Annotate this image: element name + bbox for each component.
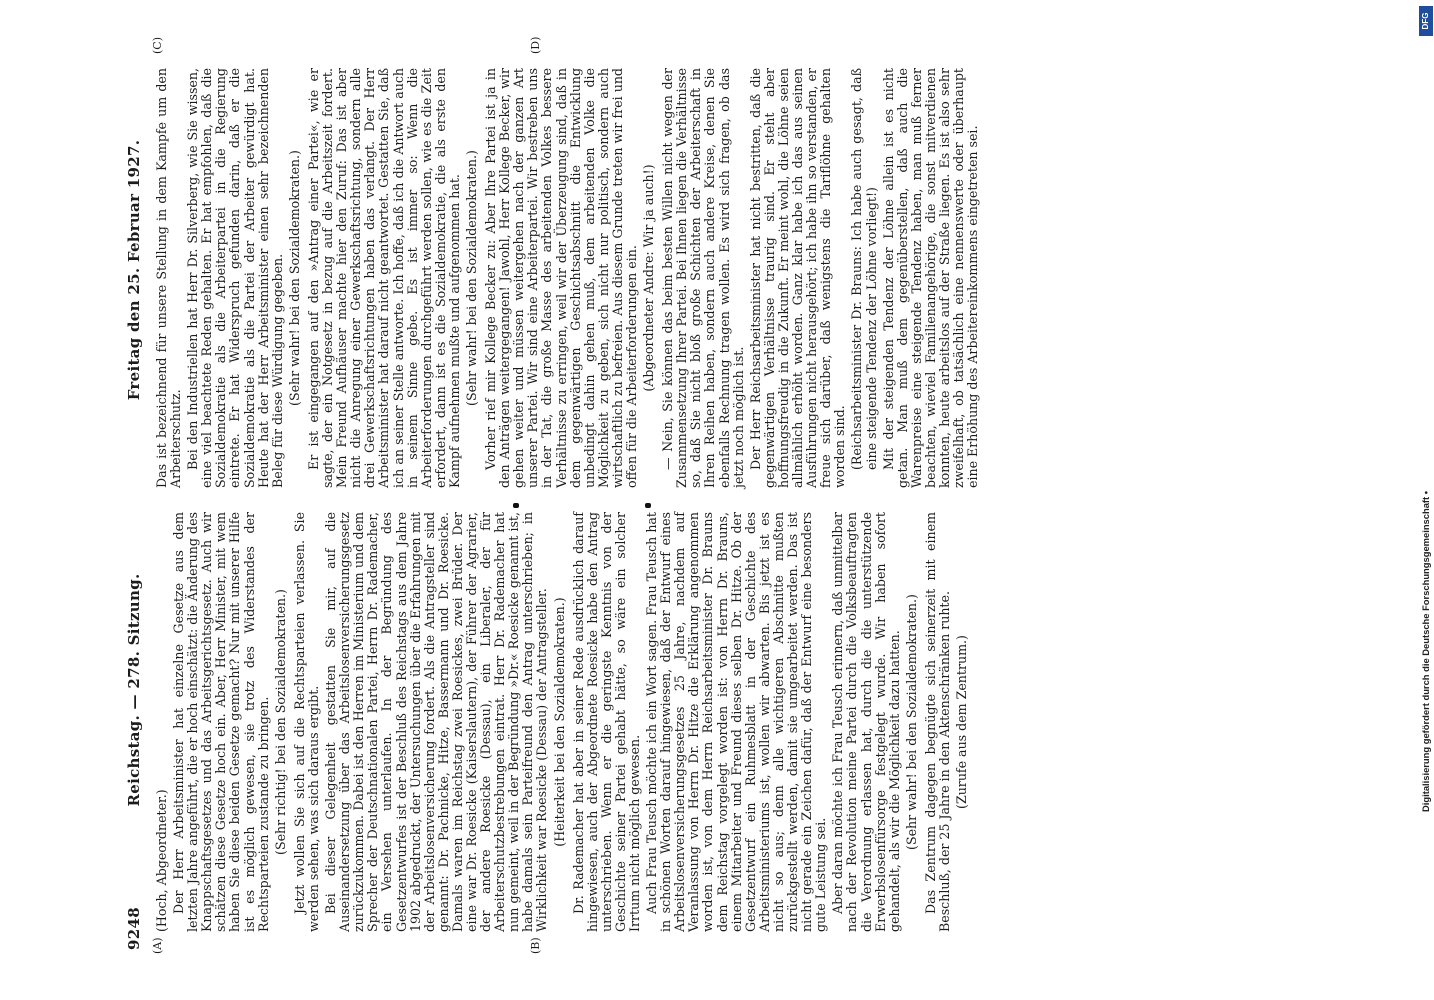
paragraph: (Reichsarbeitsminister Dr. Brauns: Ich habe auch gesagt, daß eine steigende Tendenz der Löhne vorliegt!) [849,68,879,470]
left-column [155,512,974,932]
paragraph: (Hoch, Abgeordneter.) [154,789,169,932]
interjection: (Sehr wahr! bei den Sozialdemokraten.) [286,150,302,406]
interjection: (Sehr wahr! bei den Sozialdemokraten.) [463,150,479,406]
paragraph: Das Zentrum dagegen begnügte sich seinerzeit mit einem Beschluß, der 25 Jahre in den Aktenschränken ruhte. [922,512,952,932]
interjection: (Sehr wahr! bei den Sozialdemokraten.) [903,594,919,850]
margin-marker-b: (B) [529,937,542,954]
paragraph: Bei dieser Gelegenheit gestatten Sie mir, auf die Auseinandersetzung über das Arbeitslosenversicherungsgesetz zurückzukommen. Dabei ist den Herren im Ministerium und dem Sprecher der Deutschnationalen Partei, Herrn Dr. Rademacher, ein Versehen unterlaufen. In der Begründung des Gesetzentwurfes ist der Beschluß des Reichstags aus dem Jahre 1902 abgedruckt, der Untersuchungen über die Erfahrungen mit der Arbeitslosenversicherung fordert. Als die Antragsteller sind genannt: Dr. Pachnicke, Hitze, Bassermann und Dr. Roesicke. Damals waren im Reichstag zwei Roesickes, zwei Brüder. Der eine war Dr. Roesicke (Kaiserslautern), der Führer der Agrarier, der andere Roesicke (Dessau), ein Liberaler, der für Arbeiterschutzbestrebungen eintrat. Herr Dr. Rademacher hat nun gemeint, weil in der Begründung »Dr.« Roesicke genannt ist, habe damals sein Parteifreund den Antrag unterschrieben; in Wirklichkeit war Roesicke (Dessau) der Antragsteller. [323,512,550,932]
right-column [155,68,983,488]
interjection: (Sehr richtig! bei den Sozialdemokraten.) [272,589,288,855]
paragraph: Dr. Rademacher hat aber in seiner Rede ausdrücklich darauf hingewiesen, auch der Abgeordnete Roesicke habe den Antrag unterschrieben. Wenn er die geringste Kenntnis von der Geschichte seiner Partei gehabt hätte, so wäre ein solcher Irrtum nicht möglich gewesen. [570,512,642,932]
margin-marker-c: (C) [151,37,164,54]
paragraph: Auch Frau Teusch möchte ich ein Wort sagen. Frau Teusch hat in schönen Worten darauf hingewiesen, daß der Entwurf eines Arbeitslosenversicherungsgesetzes 25 Jahre, nachdem auf Veranlassung von Herrn Dr. Hitze die Erklärung angenommen worden ist, von dem Herrn Reichsarbeitsminister Dr. Brauns dem Reichstag vorgelegt worden ist: von Herrn Dr. Brauns, einem Mitarbeiter und Freund dieses selben Dr. Hitze. Ob der Gesetzentwurf ein Ruhmesblatt in der Geschichte des Arbeitsministeriums ist, wollen wir abwarten. Bis jetzt ist es nicht so aus; denn alle wichtigeren Abschnitte mußten zurückgestellt werden, damit sie umgearbeitet werden. Das ist nicht gerade ein Zeichen dafür, daß der Entwurf eine besonders gute Leistung sei. [644,512,829,932]
paragraph: Jetzt wollen Sie sich auf die Rechtsparteien verlassen. Sie werden sehen, was sich daraus ergibt. [291,512,321,932]
paragraph: Mit der steigenden Tendenz der Löhne allein ist es nicht getan. Man muß dem gegenüberstellen, daß auch die Warenpreise eine steigende Tendenz haben, man muß ferner beachten, wieviel Familienangehörige, die sonst mitverdienen konnten, heute arbeitslos auf der Straße liegen. Es ist also sehr zweifelhaft, ob tatsächlich eine nennenswerte oder überhaupt eine Erhöhung des Arbeitereinkommens eingetreten sei. [880,68,981,488]
credit-text: Digitalisierung gefördert durch die Deutsche Forschungsgemeinschaft • [1420,490,1431,812]
paragraph: Der Herr Reichsarbeitsminister hat nicht bestritten, daß die gegenwärtigen Verhältnisse traurig sind. Er steht aber hoffnungsfreudig in die Zukunft. Er meint wohl, die Löhne seien allmählich erhöht worden. Ganz klar habe ich das aus seinen Ausführungen nicht herausgehört; ich habe ihn so verstanden, er freue sich darüber, daß wenigstens die Tariflöhne gehalten worden sind. [747,68,848,488]
paragraph: Vorher rief mir Kollege Becker zu: Aber Ihre Partei ist ja in den Anträgen weitergegangen! Jawohl, Herr Kollege Becker, wir gehen weiter und müssen weitergehen nach der ganzen Art unserer Partei. Wir sind eine Arbeiterpartei. Wir bestreben uns in der Tat, die große Masse des arbeitenden Volkes bessere Verhältnisse zu erringen, weil wir der Überzeugung sind, daß in dem gegenwärtigen Geschichtsabschnitt die Entwicklung unbedingt dahin gehen muß, dem arbeitenden Volke die Möglichkeit zu geben, sich nicht nur politisch, sondern auch wirtschaftlich zu befreien. Aus diesem Grunde treten wir frei und offen für die Arbeiterforderungen ein. [483,68,639,488]
dfg-logo-text: DFG [1421,12,1430,30]
paragraph: Der Herr Arbeitsminister hat einzelne Gesetze aus dem letzten Jahre angeführt, die er hoch einschätzt: die Änderung des Knappschaftsgesetzes und das Arbeitsgerichtsgesetz. Auch wir schätzen diese Gesetze hoch ein. Aber, Herr Minister, mit wem haben Sie diese beiden Gesetze gemacht? Nur mit unserer Hilfe ist es möglich gewesen, sie trotz des Widerstandes der Rechtsparteien zustande zu bringen. [171,512,271,932]
paragraph: Das ist bezeichnend für unsere Stellung in dem Kampfe um den Arbeiterschutz. [154,68,184,488]
session-title: Reichstag. — 278. Sitzung. [125,573,143,807]
session-date: Freitag den 25. Februar 1927. [125,139,143,401]
paragraph: — Nein, Sie können das beim besten Willen nicht wegen der Zusammensetzung Ihrer Partei. Bei Ihnen liegen die Verhältnisse so, daß Sie nicht bloß große Schichten der Arbeiterschaft in Ihren Reihen haben, sondern auch andere Kreise, denen Sie ebenfalls Rechnung tragen wollen. Es wird sich fragen, ob das jetzt noch möglich ist. [660,68,746,488]
paragraph: Er ist eingegangen auf den »Antrag einer Partei«, wie er sagte, der ein Notgesetz in bezug auf die Arbeitszeit fordert. Mein Freund Aufhäuser machte hier den Zuruf: Das ist aber nicht die Anregung einer Gewerkschaftsrichtung, sondern alle drei Gewerkschaftsrichtungen haben das verlangt. Der Herr Arbeitsminister hat darauf nicht geantwortet. Gestatten Sie, daß ich an seiner Stelle antworte. Ich hoffe, daß ich die Antwort auch in seinem Sinne gebe. Es ist immer so: Wenn die Arbeiterforderungen durchgeführt werden sollen, wie es die Zeit erfordert, dann ist es die Sozialdemokratie, die als erste den Kampf aufnehmen mußte und aufgenommen hat. [305,68,462,488]
column-dot [645,503,651,508]
margin-marker-d: (D) [529,36,542,54]
interjection: (Abgeordneter Andre: Wir ja auch!) [641,164,657,392]
column-dot [513,503,519,508]
interjection: (Heiterkeit bei den Sozialdemokraten.) [551,597,567,847]
margin-marker-a: (A) [151,937,164,954]
paragraph: Aber daran möchte ich Frau Teusch erinnern, daß unmittelbar nach der Revolution meine Partei durch die Volksbeauftragten die Verordnung erlassen hat, durch die die unterstützende Erwerbslosenfürsorge festgelegt wurde. Wir haben sofort gehandelt, als wir die Möglichkeit dazu hatten. [830,512,902,932]
digitization-credit [1418,0,1434,1000]
paragraph: Bei den Industriellen hat Herr Dr. Silverberg, wie Sie wissen, eine viel beachtete Reden gehalten. Er hat empfohlen, daß die Sozialdemokratie als die Arbeiterpartei in die Regierung eintrete. Er hat Widerspruch gefunden darin, daß er die Sozialdemokratie als die Partei der Arbeiter gewürdigt hat. Heute hat der Herr Arbeitsminister einen sehr bezeichnenden Beleg für diese Würdigung gegeben. [185,68,285,488]
rotated-page [125,36,1434,954]
page-header [125,50,147,950]
interjection: (Zurufe aus dem Zentrum.) [954,635,970,809]
page-number: 9248 [125,907,143,950]
